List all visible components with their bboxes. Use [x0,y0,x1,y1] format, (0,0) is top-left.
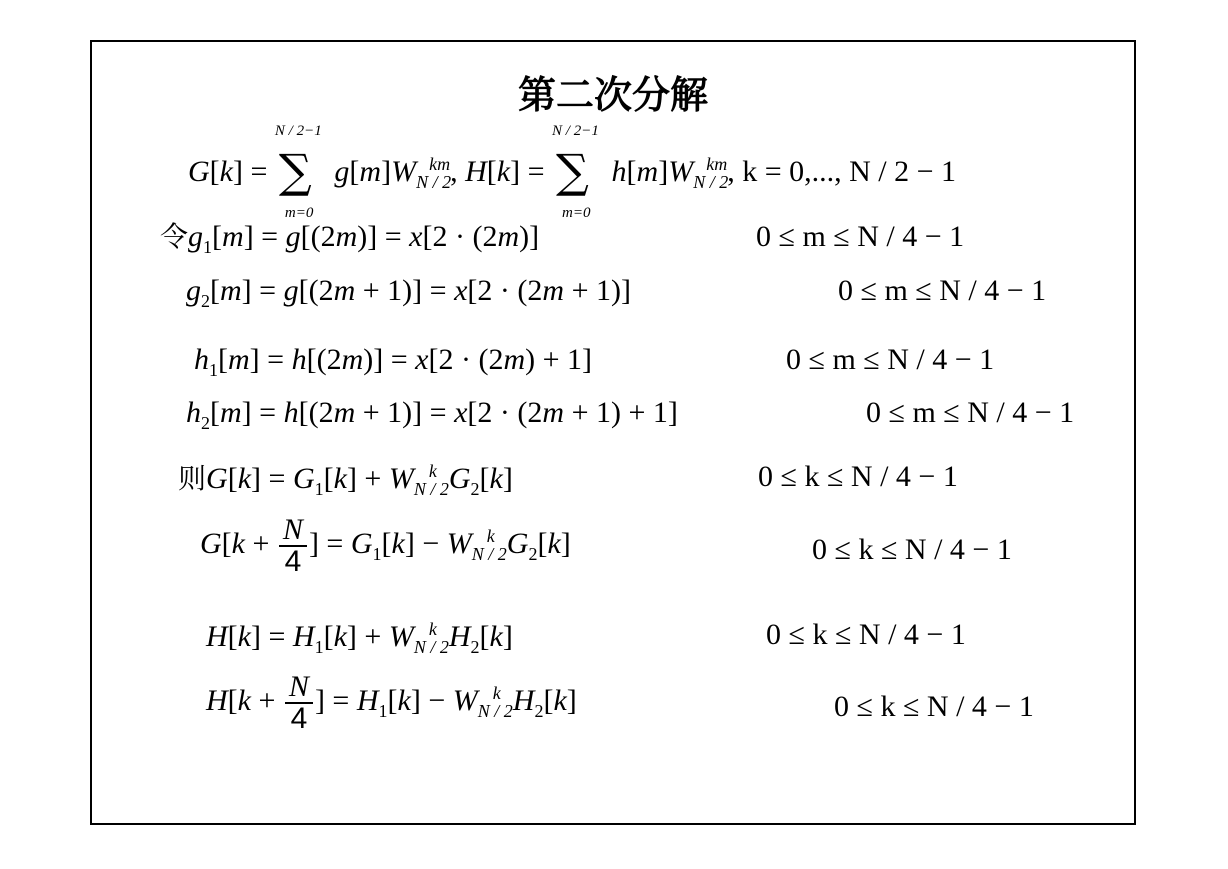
condition-g1: 0 ≤ m ≤ N / 4 − 1 [756,220,965,253]
equation-Gk-plus-N4: G[k + $\frac{N}{4}$ ] = $G_1[k] - W_{N / 2}^k$ $G_2[k]$ [200,513,571,578]
condition-h1: 0 ≤ m ≤ N / 4 − 1 [786,343,995,376]
equation-g2: $g_2[m] = g[(2m + 1)] = x[2 \cdot (2m + 1)]$ [186,274,631,311]
equation-g1: 令$g_1[m] = g[(2m)] = x[2 \cdot (2m)]$ [160,220,540,257]
summation-symbol: ∑ N / 2−1 m=0 [274,123,322,221]
equation-Gk: 则$G[k] = G_1[k] + W_{N / 2}^k$ $G_2[k]$ [178,461,513,499]
equation-Hk-plus-N4: H[k + $\frac{N}{4}$ ] = $H_1[k] - W_{N / 2}^k$ $H_2[k]$ [206,670,577,735]
page-title: 第二次分解 [517,72,708,117]
k-range-text: , k = 0,..., N / 2 − 1 [727,154,957,188]
condition-Gk: 0 ≤ k ≤ N / 4 − 1 [758,460,958,493]
equation-h1: $h_1[m] = h[(2m)] = x[2 \cdot (2m) + 1]$ [194,343,593,380]
summation-symbol: ∑ N / 2−1 m=0 [552,123,599,221]
condition-Gk-plus-N4: 0 ≤ k ≤ N / 4 − 1 [812,533,1012,566]
condition-Hk-plus-N4: 0 ≤ k ≤ N / 4 − 1 [834,690,1034,723]
equation-Hk: $H[k] = H_1[k] + W_{N / 2}^k$ $H_2[k]$ [206,619,513,657]
fraction-N-over-4: $\frac{N}{4}$ [285,672,313,734]
condition-h2: 0 ≤ m ≤ N / 4 − 1 [866,396,1075,429]
equation-h2: $h_2[m] = h[(2m + 1)] = x[2 \cdot (2m + 1) + 1]$ [186,396,678,433]
condition-Hk: 0 ≤ k ≤ N / 4 − 1 [766,618,966,651]
equation-G-H-definition: G[k] = ∑ N / 2−1 m=0 $g[m]W_{N / 2}^{km}$, H[k] = ∑ N / 2−1 m=0 $h[m]W_{N / 2}^{km}$, k = 0,..., N / 2 − 1 [188,123,957,221]
fraction-N-over-4: $\frac{N}{4}$ [279,515,307,577]
condition-g2: 0 ≤ m ≤ N / 4 − 1 [838,274,1047,307]
